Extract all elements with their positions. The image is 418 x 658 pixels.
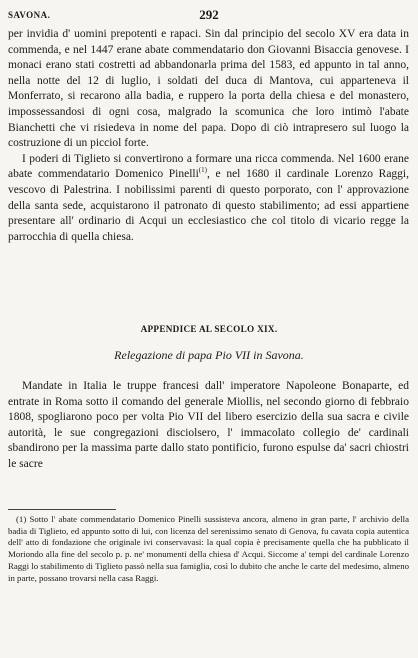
main-text [8, 27, 409, 245]
page-header [8, 7, 410, 23]
paragraph-1: per invidia d' uomini prepotenti e rapaci. Sin dal principio del secolo XV era data in commenda, e nel 1447 erane abate commendatario don Giovanni Bisaccia genovese. I monaci erano stati costretti ad abbandonarla prima del 1583, ed appunto in tal anno, nella notte del 12 di luglio, i soldati del duca di Mantova, cui apparteneva il Monferrato, si recarono alla badia, e ruppero la porta della chiesa e del monastero, impossessandosi di ogni cosa, malgrado la scomunica che loro intimò l'abate Bianchetti che vi risiedeva in nome del papa. Dopo di ciò intrapresero sul luogo la costruzione di un picciol forte. [8, 28, 409, 150]
paragraph-2-end: , e nel 1680 il cardinale Lorenzo Raggi, vescovo di Palestrina. I nobilissimi parenti di questo porporato, con l' approvazione della santa sede, acquistarono il patronato di questo stabilimento; ad essi appartiene presentare all' ordinario di Acqui un ecclesiastico che col titolo di vicario regge la parrocchia di quella chiesa. [8, 168, 410, 243]
footnote-rule [8, 509, 116, 510]
appendix-text [8, 379, 409, 473]
appendix-subtitle: Relegazione di papa Pio VII in Savona. [114, 348, 304, 362]
appendix-paragraph: Mandate in Italia le truppe francesi dall' imperatore Napoleone Bonaparte, ed entrate in Roma sotto il comando del generale Miollis, nel secondo giorno di febbraio 1808, spogliarono poco per volta Pio VII del libero esercizio della sua sacra e civile autorità, le sue congregazioni disciolsero, l' immacolato collegio de' cardinali sbandirono per la massima parte dallo stato pontificio, furono espulse da' sacri chiostri le sacre [8, 380, 409, 470]
paragraph-2 [8, 152, 409, 246]
footnote [8, 514, 409, 584]
footnote-reference[interactable]: (1) [198, 166, 207, 175]
appendix-title: APPENDICE AL SECOLO XIX. [140, 324, 278, 334]
paragraph-2-start: I poderi di Tiglieto si convertirono a formare una ricca commenda. Nel 1600 erane abate commendatario Domenico Pinelli [8, 152, 409, 181]
footnote-text: (1) Sotto l' abate commendatario Domenico Pinelli sussisteva ancora, almeno in gran parte, l' archivio della badia di Tiglieto, ed appunto sotto di lui, con licenza del serenissimo senato di Genova, fu cavata copia autentica dell' atto di fondazione che originale ivi conservavasi: la qual copia è precisamente quella che ha pubblicato il Moriondo alla fine del secolo p. p. ne' monumenti della chiesa d' Acqui. Siccome a' tempi del cardinale Lorenzo Raggi lo stabilimento di Tiglieto passò nella sua famiglia, così lo dubito che anche le carte del medesimo, almeno in parte, possano trovarsi nella casa Raggi. [8, 514, 409, 583]
running-title: SAVONA. [8, 10, 51, 20]
page-number: 292 [199, 7, 219, 22]
